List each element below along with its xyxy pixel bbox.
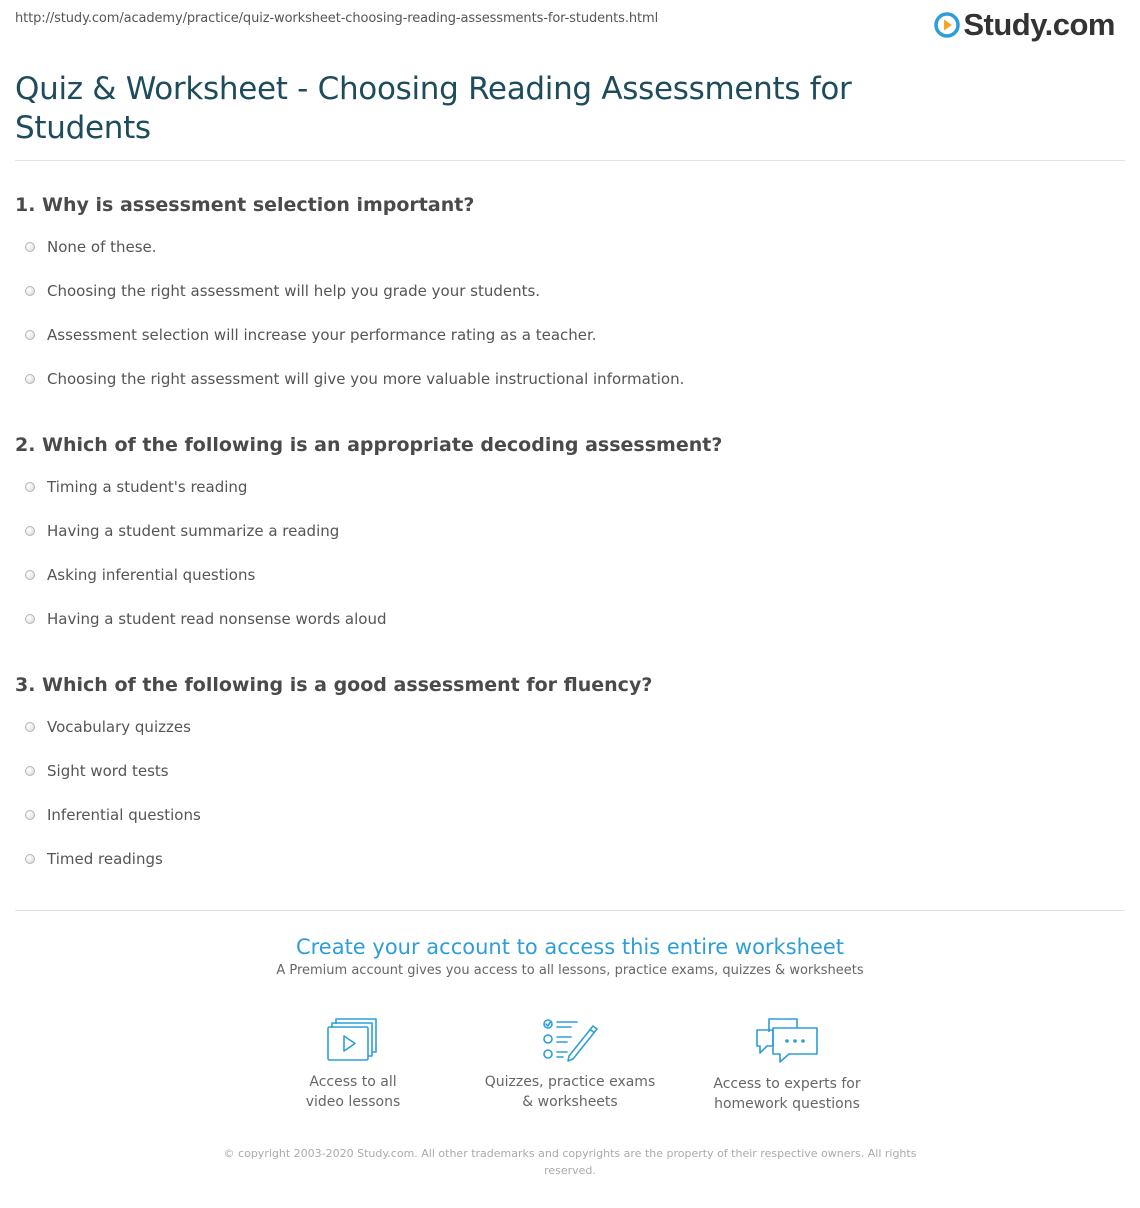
feature-quizzes	[462, 1016, 679, 1114]
answer-option[interactable]	[15, 553, 1125, 597]
feature-experts	[679, 1016, 896, 1114]
answer-text: Timing a student's reading	[47, 478, 248, 496]
video-lessons-icon	[326, 1016, 380, 1062]
radio-button[interactable]	[25, 854, 35, 864]
answer-text: Sight word tests	[47, 762, 169, 780]
question-1	[15, 193, 1125, 401]
radio-button[interactable]	[25, 526, 35, 536]
cta-link[interactable]: Create your account to access this entire worksheet	[295, 935, 845, 959]
answer-text: Vocabulary quizzes	[47, 718, 191, 736]
answer-text: Timed readings	[47, 850, 163, 868]
answer-option[interactable]	[15, 597, 1125, 641]
radio-button[interactable]	[25, 242, 35, 252]
page-url: http://study.com/academy/practice/quiz-worksheet-choosing-reading-assessments-for-students.html	[15, 11, 659, 26]
radio-button[interactable]	[25, 810, 35, 820]
answer-text: Choosing the right assessment will help you grade your students.	[47, 282, 541, 300]
answer-option[interactable]	[15, 749, 1125, 793]
feature-video-lessons	[245, 1016, 462, 1114]
answer-text: Inferential questions	[47, 806, 201, 824]
question-2	[15, 433, 1125, 641]
copyright-text: © copyright 2003-2020 Study.com. All other trademarks and copyrights are the property of their respective owners. All rights reserved.	[223, 1147, 917, 1177]
answer-text: Asking inferential questions	[47, 566, 256, 584]
quiz-checklist-icon	[541, 1016, 599, 1062]
answer-text: None of these.	[47, 238, 157, 256]
answer-text: Assessment selection will increase your performance rating as a teacher.	[47, 326, 597, 344]
answer-option[interactable]	[15, 269, 1125, 313]
answer-option[interactable]	[15, 225, 1125, 269]
answer-text: Having a student read nonsense words aloud	[47, 610, 387, 628]
question-3	[15, 673, 1125, 881]
answer-option[interactable]	[15, 313, 1125, 357]
radio-button[interactable]	[25, 330, 35, 340]
radio-button[interactable]	[25, 482, 35, 492]
radio-button[interactable]	[25, 722, 35, 732]
logo-text: Study.com	[963, 7, 1115, 42]
answer-option[interactable]	[15, 793, 1125, 837]
answer-option[interactable]	[15, 837, 1125, 881]
radio-button[interactable]	[25, 374, 35, 384]
study-play-logo-icon	[934, 12, 960, 38]
signup-cta	[0, 932, 1140, 978]
radio-button[interactable]	[25, 614, 35, 624]
study-logo[interactable]	[934, 6, 1115, 44]
answer-option[interactable]	[15, 465, 1125, 509]
page-title: Quiz & Worksheet - Choosing Reading Assessments for Students	[15, 71, 852, 146]
answer-text: Choosing the right assessment will give you more valuable instructional information.	[47, 370, 685, 388]
feature-list	[0, 1016, 1140, 1114]
answer-option[interactable]	[15, 509, 1125, 553]
question-title: 3. Which of the following is a good assessment for fluency?	[15, 674, 653, 696]
feature-label: Access to experts for homework questions	[713, 1076, 861, 1112]
radio-button[interactable]	[25, 570, 35, 580]
question-title: 1. Why is assessment selection important?	[15, 194, 475, 216]
chat-bubbles-icon	[755, 1016, 819, 1064]
cta-subtitle: A Premium account gives you access to all lessons, practice exams, quizzes & worksheets	[276, 963, 864, 978]
question-title: 2. Which of the following is an appropriate decoding assessment?	[15, 434, 723, 456]
radio-button[interactable]	[25, 286, 35, 296]
answer-text: Having a student summarize a reading	[47, 522, 340, 540]
divider	[15, 910, 1125, 911]
feature-label: Access to all video lessons	[305, 1074, 401, 1110]
feature-label: Quizzes, practice exams & worksheets	[484, 1074, 656, 1110]
answer-option[interactable]	[15, 705, 1125, 749]
answer-option[interactable]	[15, 357, 1125, 401]
divider	[15, 160, 1125, 161]
radio-button[interactable]	[25, 766, 35, 776]
